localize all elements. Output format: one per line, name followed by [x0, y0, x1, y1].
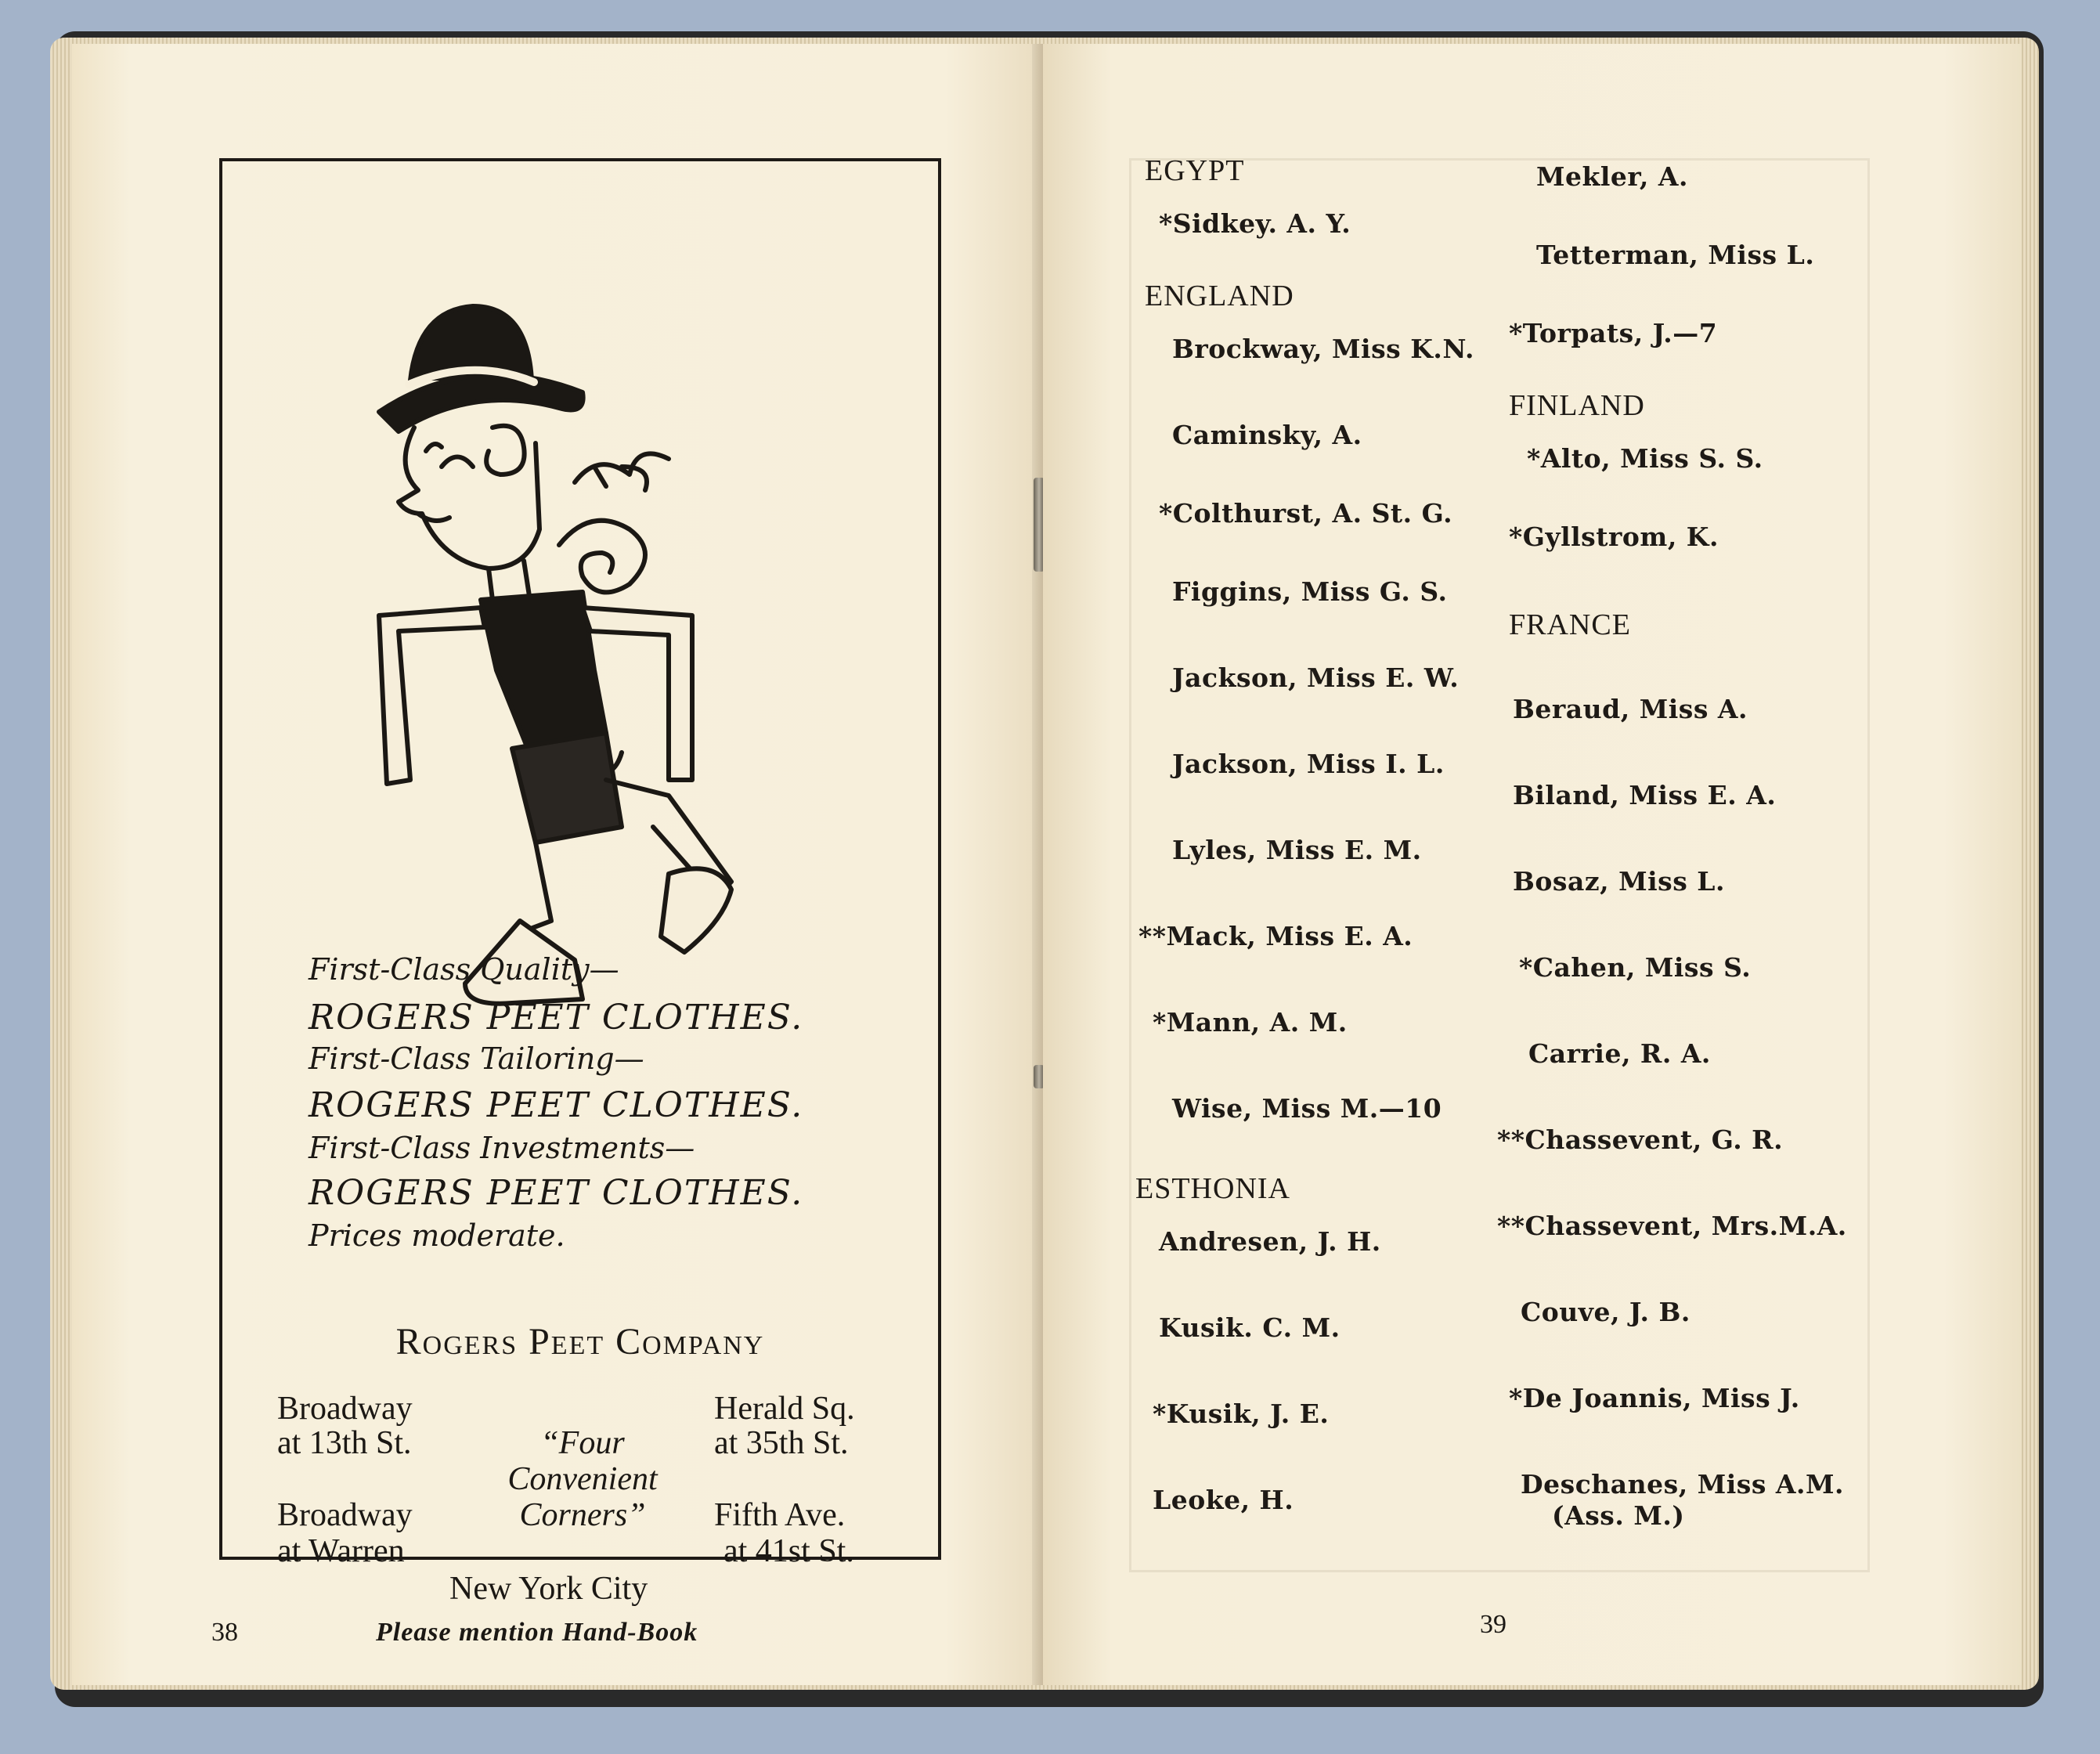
- list-item: **Mack, Miss E. A.: [1138, 921, 1413, 951]
- list-item: Carrie, R. A.: [1528, 1038, 1711, 1069]
- list-item: Deschanes, Miss A.M.: [1521, 1469, 1845, 1500]
- list-item: Lyles, Miss E. M.: [1172, 835, 1422, 865]
- company-name: Rogers Peet Company: [395, 1321, 765, 1362]
- list-item: Jackson, Miss I. L.: [1172, 749, 1445, 779]
- location-broadway-warren-line2: at Warren: [277, 1533, 405, 1569]
- list-item: *Sidkey. A. Y.: [1159, 208, 1351, 239]
- dancing-man-illustration: [324, 232, 747, 1015]
- ad-line-6: ROGERS PEET CLOTHES.: [309, 1173, 804, 1213]
- list-item: Biland, Miss E. A.: [1513, 780, 1777, 810]
- list-item: Beraud, Miss A.: [1513, 694, 1748, 724]
- advertisement-box: [219, 158, 941, 1607]
- list-item: Brockway, Miss K.N.: [1172, 334, 1474, 364]
- list-item: Kusik. C. M.: [1159, 1312, 1340, 1343]
- list-item: Mekler, A.: [1536, 161, 1688, 192]
- slogan-line3: Corners”: [519, 1497, 646, 1533]
- location-herald-sq-line2: at 35th St.: [714, 1425, 849, 1461]
- list-item: Andresen, J. H.: [1159, 1226, 1381, 1257]
- ad-line-3: First-Class Tailoring—: [309, 1041, 644, 1076]
- list-item: *Colthurst, A. St. G.: [1159, 498, 1453, 529]
- ad-line-4: ROGERS PEET CLOTHES.: [309, 1085, 804, 1125]
- ad-line-2: ROGERS PEET CLOTHES.: [309, 998, 804, 1038]
- list-item: Figgins, Miss G. S.: [1172, 576, 1448, 607]
- list-item: *De Joannis, Miss J.: [1509, 1383, 1800, 1413]
- city-name: New York City: [449, 1571, 648, 1607]
- list-item: *Mann, A. M.: [1153, 1007, 1348, 1038]
- list-item: Caminsky, A.: [1172, 420, 1362, 450]
- list-item: Couve, J. B.: [1521, 1297, 1690, 1327]
- list-item: *Alto, Miss S. S.: [1527, 443, 1763, 474]
- show-through-frame: [1129, 158, 1870, 1572]
- location-broadway-13th-line1: Broadway: [277, 1391, 413, 1427]
- location-broadway-13th-line2: at 13th St.: [277, 1425, 412, 1461]
- country-heading: ENGLAND: [1145, 280, 1294, 312]
- location-herald-sq-line1: Herald Sq.: [714, 1391, 855, 1427]
- location-fifth-ave-line1: Fifth Ave.: [714, 1497, 846, 1533]
- country-heading: FRANCE: [1509, 608, 1631, 641]
- list-item: Wise, Miss M.—10: [1172, 1093, 1442, 1124]
- ad-line-5: First-Class Investments—: [309, 1131, 695, 1165]
- country-heading: EGYPT: [1145, 154, 1245, 187]
- list-item: Jackson, Miss E. W.: [1172, 662, 1460, 693]
- ad-line-7: Prices moderate.: [309, 1218, 565, 1253]
- list-item: **Chassevent, G. R.: [1497, 1124, 1784, 1155]
- list-item: (Ass. M.): [1552, 1500, 1685, 1531]
- page-number-left: 38: [211, 1618, 238, 1647]
- location-broadway-warren-line1: Broadway: [277, 1497, 413, 1533]
- slogan-line1: “Four: [540, 1425, 625, 1461]
- country-heading: ESTHONIA: [1135, 1172, 1290, 1205]
- left-page: [72, 44, 1043, 1685]
- list-item: Leoke, H.: [1153, 1485, 1294, 1515]
- ad-line-1: First-Class Quality—: [309, 952, 619, 987]
- list-item: Tetterman, Miss L.: [1536, 240, 1815, 270]
- list-item: *Gyllstrom, K.: [1509, 522, 1719, 552]
- list-item: **Chassevent, Mrs.M.A.: [1497, 1211, 1847, 1241]
- location-fifth-ave-line2: at 41st St.: [723, 1533, 854, 1569]
- right-page: [1043, 44, 2022, 1685]
- country-heading: FINLAND: [1509, 389, 1645, 422]
- list-item: *Kusik, J. E.: [1153, 1399, 1330, 1429]
- list-item: *Cahen, Miss S.: [1519, 952, 1752, 983]
- page-number-right: 39: [1480, 1610, 1506, 1639]
- footer-text: Please mention Hand-Book: [376, 1618, 698, 1647]
- list-item: Bosaz, Miss L.: [1513, 866, 1725, 897]
- list-item: *Torpats, J.—7: [1509, 318, 1718, 348]
- slogan-line2: Convenient: [507, 1461, 658, 1497]
